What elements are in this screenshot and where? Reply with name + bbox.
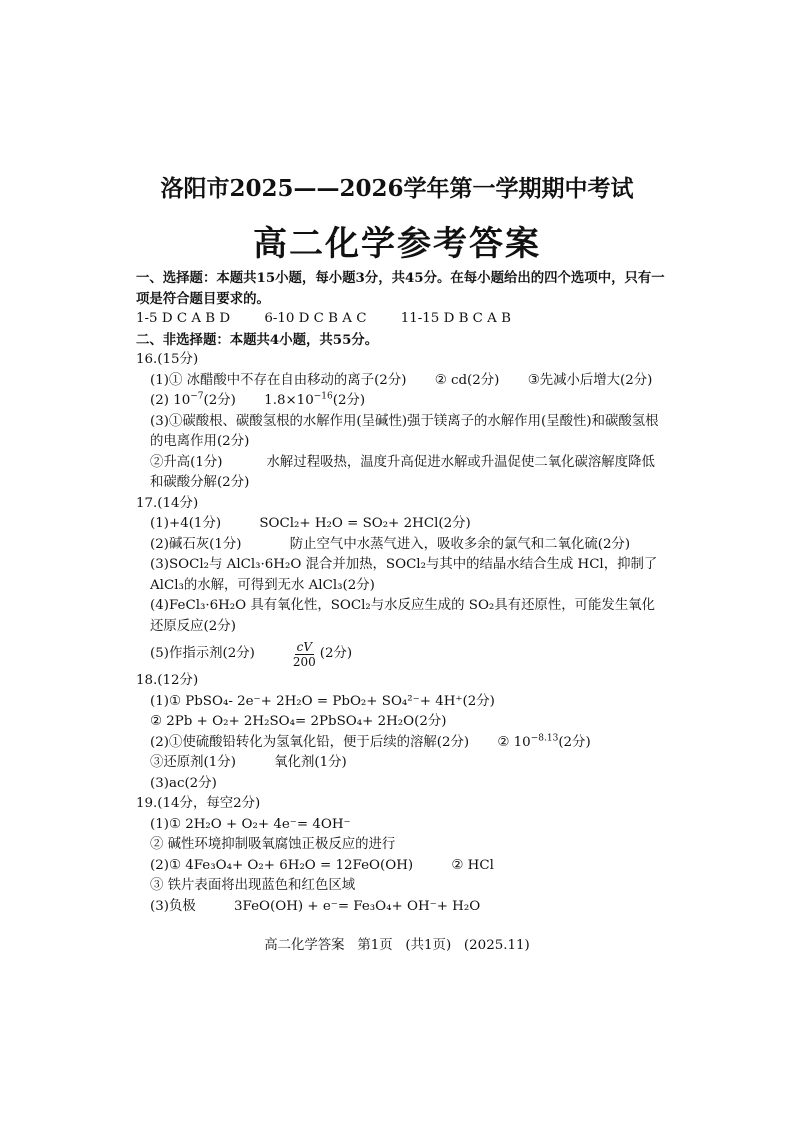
q17-part3: (3)SOCl₂与 AlCl₃·6H₂O 混合并加热，SOCl₂与其中的结晶水结合生成 HCl，抑制了 AlCl₃的水解，可得到无水 AlCl₃(2分) [150, 557, 658, 593]
q17-part1-b: SOCl₂+ H₂O = SO₂+ 2HCl(2分) [259, 516, 471, 531]
answer-content [136, 268, 666, 917]
q16-part3-2-b: 水解过程吸热，温度升高促进水解或升温促使二氧化碳溶解度降低和碳酸分解(2分) [150, 454, 655, 490]
q16-part2-a: (2) 10 [150, 393, 191, 408]
q18-header: 18.(12分) [136, 673, 199, 688]
q19-part3-a: (3)负极 [150, 898, 196, 914]
q18-part2-2 [136, 753, 666, 774]
q16-part2-b-score: (2分) [332, 393, 366, 408]
q18-part3: (3)ac(2分) [150, 775, 217, 791]
q18-part2-b: ② 10 [497, 734, 531, 750]
q16-part2 [136, 391, 666, 412]
q18-part2-a: (2)①使硫酸铅转化为氢氧化铅，便于后续的溶解(2分) [150, 734, 470, 750]
q17-part2-b: 防止空气中水蒸气进入，吸收多余的氯气和二氧化硫(2分) [289, 536, 631, 552]
q18-part1-b: ② 2Pb + O₂+ 2H₂SO₄= 2PbSO₄+ 2H₂O(2分) [150, 714, 447, 729]
answer-key-title: 高二化学参考答案 [253, 224, 541, 264]
q16-part2-a-score: (2分) [203, 393, 236, 408]
q18-part2-b-score: (2分) [558, 734, 591, 750]
q17-part1 [136, 514, 666, 535]
q17-header: 17.(14分) [136, 495, 199, 511]
q19-header: 19.(14分，每空2分) [136, 796, 261, 811]
section1-heading: 一、选择题：本题共15小题，每小题3分，共45分。在每小题给出的四个选项中，只有一项是符合题目要求的。 [136, 270, 665, 307]
q16-part2-a-exp: −7 [190, 391, 204, 402]
answers-6-10: 6-10 D C B A C [264, 311, 367, 326]
answers-1-5: 1-5 D C A B D [136, 311, 231, 326]
q19-part2 [136, 856, 666, 877]
q16-part1 [136, 371, 666, 392]
q19-part1-b: ② 碱性环境抑制吸氧腐蚀正极反应的进行 [150, 837, 396, 852]
q16-part1-b: ② cd(2分) [434, 372, 500, 388]
page-footer: 高二化学答案 第1页 (共1页) (2025.11) [264, 938, 530, 953]
q18-part2-c: ③还原剂(1分) [150, 755, 236, 770]
q17-part4: (4)FeCl₃·6H₂O 具有氧化性，SOCl₂与水反应生成的 SO₂具有还原性，可能发生氧化还原反应(2分) [150, 598, 655, 634]
exam-title: 洛阳市2025——2026学年第一学期期中考试 [160, 175, 634, 202]
q16-part1-c: ③先减小后增大(2分) [527, 372, 653, 388]
q19-part1-a: (1)① 2H₂O + O₂+ 4e⁻= 4OH⁻ [150, 816, 351, 832]
q19-part3-b: 3FeO(OH) + e⁻= Fe₃O₄+ OH⁻+ H₂O [234, 898, 481, 914]
q19-part3 [136, 897, 666, 918]
q16-header: 16.(15分) [136, 352, 199, 367]
q18-part2 [136, 733, 666, 754]
q17-part5 [136, 637, 666, 671]
q17-part5-a: (5)作指示剂(2分) [150, 645, 255, 661]
q17-part5-score: (2分) [319, 645, 353, 661]
q16-part3: (3)①碳酸根、碳酸氢根的水解作用(呈碱性)强于镁离子的水解作用(呈酸性)和碳酸氢根的电离作用(2分) [150, 413, 659, 449]
fraction-denominator: 200 [292, 654, 316, 669]
q16-part1-a: (1)① 冰醋酸中不存在自由移动的离子(2分) [150, 372, 407, 388]
q18-part2-d: 氧化剂(1分) [274, 755, 347, 770]
q18-part2-b-exp: −8.13 [530, 733, 559, 744]
q16-part3-2-a: ②升高(1分) [150, 454, 223, 470]
q19-part2-a: (2)① 4Fe₃O₄+ O₂+ 6H₂O = 12FeO(OH) [150, 857, 414, 873]
q17-part1-a: (1)+4(1分) [150, 516, 222, 531]
q17-fraction [291, 640, 318, 669]
q18-part1-a: (1)① PbSO₄- 2e⁻+ 2H₂O = PbO₂+ SO₄²⁻+ 4H⁺(2分) [150, 693, 495, 709]
q17-part2 [136, 535, 666, 556]
q16-part3-2 [136, 453, 666, 494]
multiple-choice-answers [136, 309, 666, 330]
q17-part2-a: (2)碱石灰(1分) [150, 536, 242, 552]
q16-part2-b: 1.8×10 [264, 393, 314, 408]
answers-11-15: 11-15 D B C A B [400, 311, 511, 326]
fraction-numerator: cV [296, 639, 313, 654]
section2-heading: 二、非选择题：本题共4小题，共55分。 [136, 331, 379, 348]
q19-part2-c: ③ 铁片表面将出现蓝色和红色区域 [150, 878, 356, 893]
q16-part2-b-exp: −16 [313, 391, 333, 402]
q19-part2-b: ② HCl [451, 857, 494, 873]
